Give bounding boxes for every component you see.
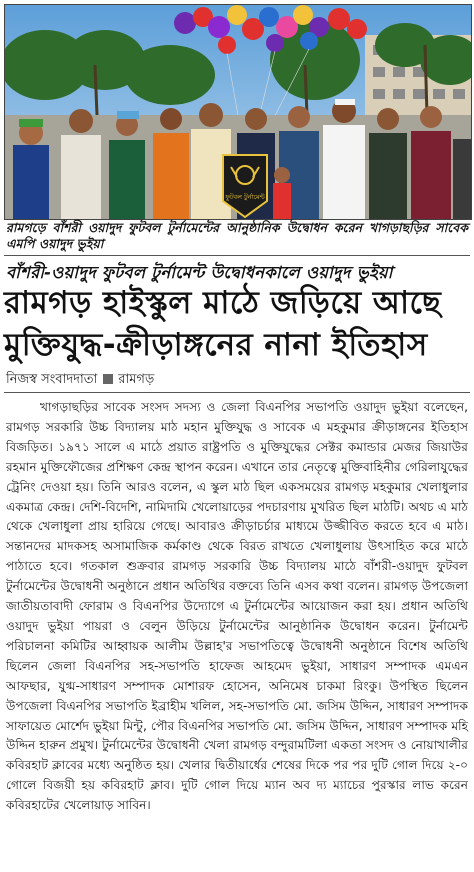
- headline: রামগড় হাইস্কুল মাঠে জড়িয়ে আছে মুক্তিযুদ্ধ-ক্রীড়াঙ্গনের নানা ইতিহাস: [4, 285, 442, 363]
- reporter: নিজস্ব সংবাদদাতা: [6, 372, 98, 387]
- byline: [6, 370, 154, 391]
- kicker: বাঁশরী-ওয়াদুদ ফুটবল টুর্নামেন্ট উদ্বোধনকালে ওয়াদুদ ভুইয়া: [6, 263, 393, 282]
- article-photo: [4, 4, 472, 220]
- banner-text: ফুটবল টুর্নামেন্ট: [225, 193, 265, 201]
- inauguration-photo: [5, 5, 471, 219]
- article-body: খাগড়াছড়ির সাবেক সংসদ সদস্য ও জেলা বিএনপির সভাপতি ওয়াদুদ ভুইয়া বলেছেন, রামগড় সরকারি উচ্চ বিদ্যালয় মাঠ মহান মুক্তিযুদ্ধ ও সাবেক এ মহকুমার ক্রীড়াঙ্গনের ইতিহাস বিজড়িত। ১৯৭১ সালে এ মাঠে প্রয়াত রাষ্ট্রপতি ও মুক্তিযুদ্ধের সেক্টর কমান্ডার মেজর জিয়াউর রহমান মুক্তিফৌজের প্রশিক্ষণ কেন্দ্র স্থাপন করেন। এখানে তার নেতৃত্বে মুক্তিবাহিনীর গেরিলাযুদ্ধের ট্রেনিং দেওয়া হয়। তিনি আরও বলেন, এ স্কুল মাঠ ছিল একসময়ের রামগড় মহকুমার খেলাধুলার একমাত্র কেন্দ্র। দেশি-বিদেশি, নামিদামি খেলোয়াড়ের পদচারণায় মুখরিত ছিল মাঠটি। অথচ এ মাঠ থেকে খেলাধুলা প্রায় হারিয়ে গেছে। আবারও ক্রীড়াচর্চার মাধ্যমে উজ্জীবিত করতে হবে এ মাঠ। সন্তানদের মাদকসহ অসামাজিক কর্মকাণ্ড থেকে বিরত রাখতে খেলাধুলায় উৎসাহিত করে মাঠে পাঠাতে হবে। গতকাল শুক্রবার রামগড় সরকারি উচ্চ বিদ্যালয় মাঠে বাঁশরী-ওয়াদুদ ফুটবল টুর্নামেন্টের উদ্বোধনী অনুষ্ঠানে প্রধান অতিথির বক্তব্যে তিনি এসব কথা বলেন। রামগড় উপজেলা জাতীয়তাবাদী ফোরাম ও বিএনপির উদ্যোগে এ টুর্নামেন্টের আয়োজন করা হয়। প্রধান অতিথি ওয়াদুদ ভুইয়া পায়রা ও বেলুন উড়িয়ে টুর্নামেন্টের আনুষ্ঠানিক উদ্বোধন করেন। টুর্নামেন্ট পরিচালনা কমিটির আহ্বায়ক আলীম উল্লাহ'র সভাপতিত্বে উদ্বোধনী অনুষ্ঠানে বিশেষ অতিথি ছিলেন জেলা বিএনপির সহ-সভাপতি হাফেজ আহমেদ ভুইয়া, সাধারণ সম্পাদক এমএন আফছার, যুগ্ম-সাধারণ সম্পাদক মোশারফ হোসেন, অনিমেষ চাকমা রিংকু। উপস্থিত ছিলেন উপজেলা বিএনপির সভাপতি ইব্রাহীম খলিল, সহ-সভাপতি মো. জসিম উদ্দিন, সাধারণ সম্পাদক সাফায়েত মোর্শেদ ভুইয়া মিন্টু, পৌর বিএনপির সভাপতি মো. জসিম উদ্দিন, সাধারণ সম্পাদক মহি উদ্দিন হারুন প্রমুখ। টুর্নামেন্টের উদ্বোধনী খেলা রামগড় বন্দুরামটিলা একতা সংসদ ও নোয়াখালীর কবিরহাট ক্লাবের মধ্যে অনুষ্ঠিত হয়। খেলার দ্বিতীয়ার্ধের শেষের দিকে পর পর দুটি গোল দিয়ে ২-০ গোলে বিজয়ী হয় কবিরহাট ক্লাব। দুটি গোল দিয়ে ম্যান অব দ্য ম্যাচের পুরস্কার লাভ করেন কবিরহাটের খেলোয়াড় সাবিন।: [6, 400, 468, 813]
- dateline-location: রামগড়: [118, 372, 155, 387]
- separator-square-icon: [103, 374, 113, 384]
- divider: [4, 392, 470, 393]
- photo-caption: রামগড়ে বাঁশরী ওয়াদুদ ফুটবল টুর্নামেন্টের আনুষ্ঠানিক উদ্বোধন করেন খাগড়াছড়ির সাবেক এমপি ওয়াদুদ ভুইয়া: [6, 220, 468, 251]
- divider: [4, 255, 470, 256]
